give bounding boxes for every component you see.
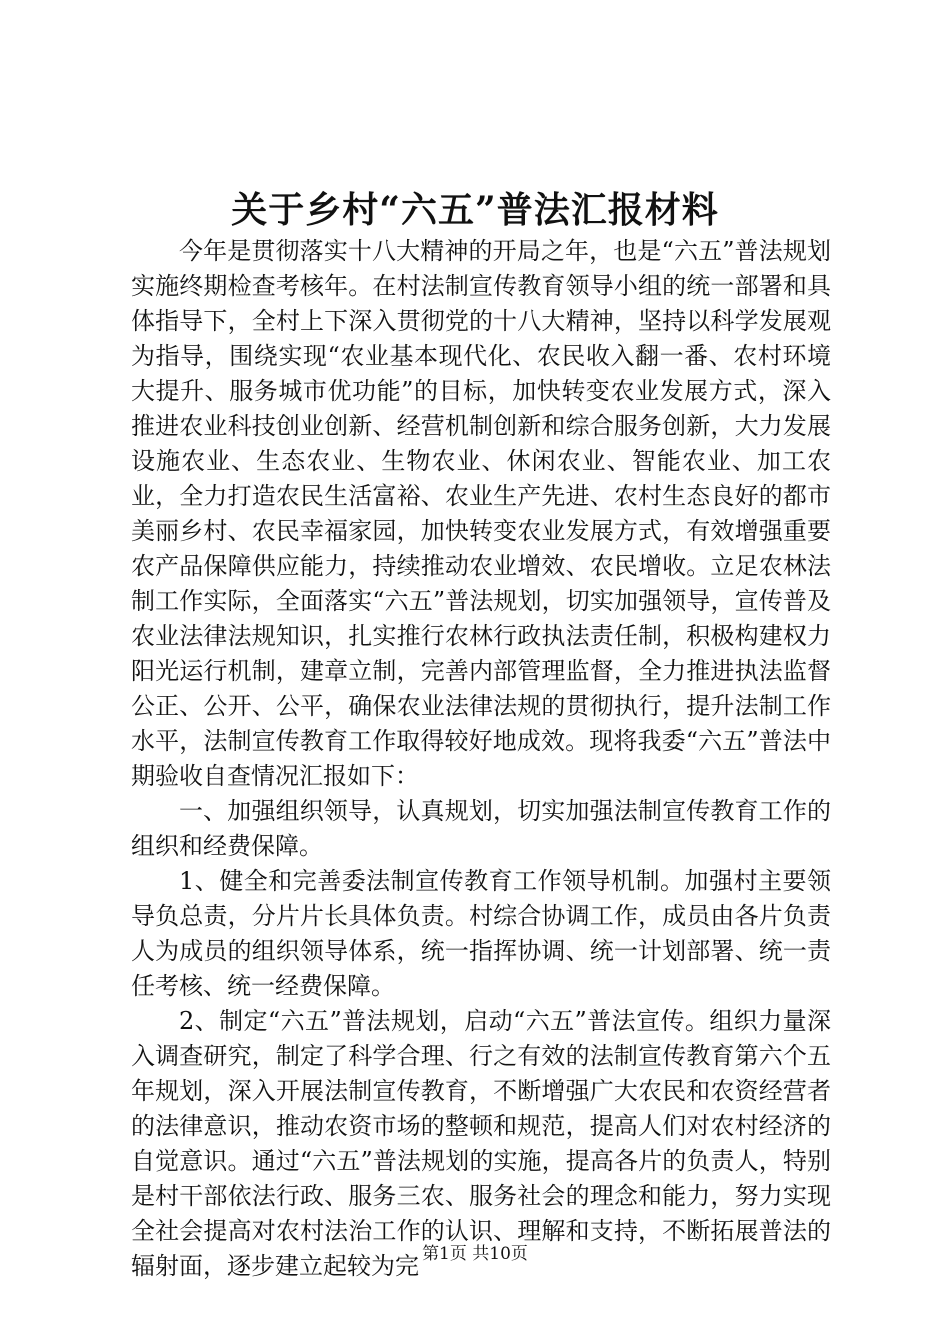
document-title: 关于乡村“六五”普法汇报材料 xyxy=(231,189,719,231)
paragraph-item-1: 1、健全和完善委法制宣传教育工作领导机制。加强村主要领导负总责，分片片长具体负责。村综合协调工作，成员由各片负责人为成员的组织领导体系，统一指挥协调、统一计划部署、统一责任考核、统一经费保障。 xyxy=(131,867,831,1000)
paragraph-item-2: 2、制定“六五”普法规划，启动“六五”普法宣传。组织力量深入调查研究，制定了科学合理、行之有效的法制宣传教育第六个五年规划，深入开展法制宣传教育，不断增强广大农民和农资经营者的法律意识，推动农资市场的整顿和规范，提高人们对农村经济的自觉意识。通过“六五”普法规划的实施，提高各片的负责人，特别是村干部依法行政、服务三农、服务社会的理念和能力，努力实现全社会提高对农村法治工作的认识、理解和支持，不断拓展普法的辐射面，逐步建立起较为完 xyxy=(131,1007,831,1280)
paragraph-section-heading: 一、加强组织领导，认真规划，切实加强法制宣传教育工作的组织和经费保障。 xyxy=(131,797,831,860)
document-body xyxy=(131,234,831,1284)
paragraph-intro: 今年是贯彻落实十八大精神的开局之年，也是“六五”普法规划实施终期检查考核年。在村法制宣传教育领导小组的统一部署和具体指导下，全村上下深入贯彻党的十八大精神，坚持以科学发展观为指导，围绕实现“农业基本现代化、农民收入翻一番、农村环境大提升、服务城市优功能”的目标，加快转变农业发展方式，深入推进农业科技创业创新、经营机制创新和综合服务创新，大力发展设施农业、生态农业、生物农业、休闲农业、智能农业、加工农业，全力打造农民生活富裕、农业生产先进、农村生态良好的都市美丽乡村、农民幸福家园，加快转变农业发展方式，有效增强重要农产品保障供应能力，持续推动农业增效、农民增收。立足农林法制工作实际，全面落实“六五”普法规划，切实加强领导，宣传普及农业法律法规知识，扎实推行农林行政执法责任制，积极构建权力阳光运行机制，建章立制，完善内部管理监督，全力推进执法监督公正、公开、公平，确保农业法律法规的贯彻执行，提升法制工作水平，法制宣传教育工作取得较好地成效。现将我委“六五”普法中期验收自查情况汇报如下： xyxy=(131,237,831,790)
page-number-footer: 第1页 共10页 xyxy=(422,1244,528,1264)
